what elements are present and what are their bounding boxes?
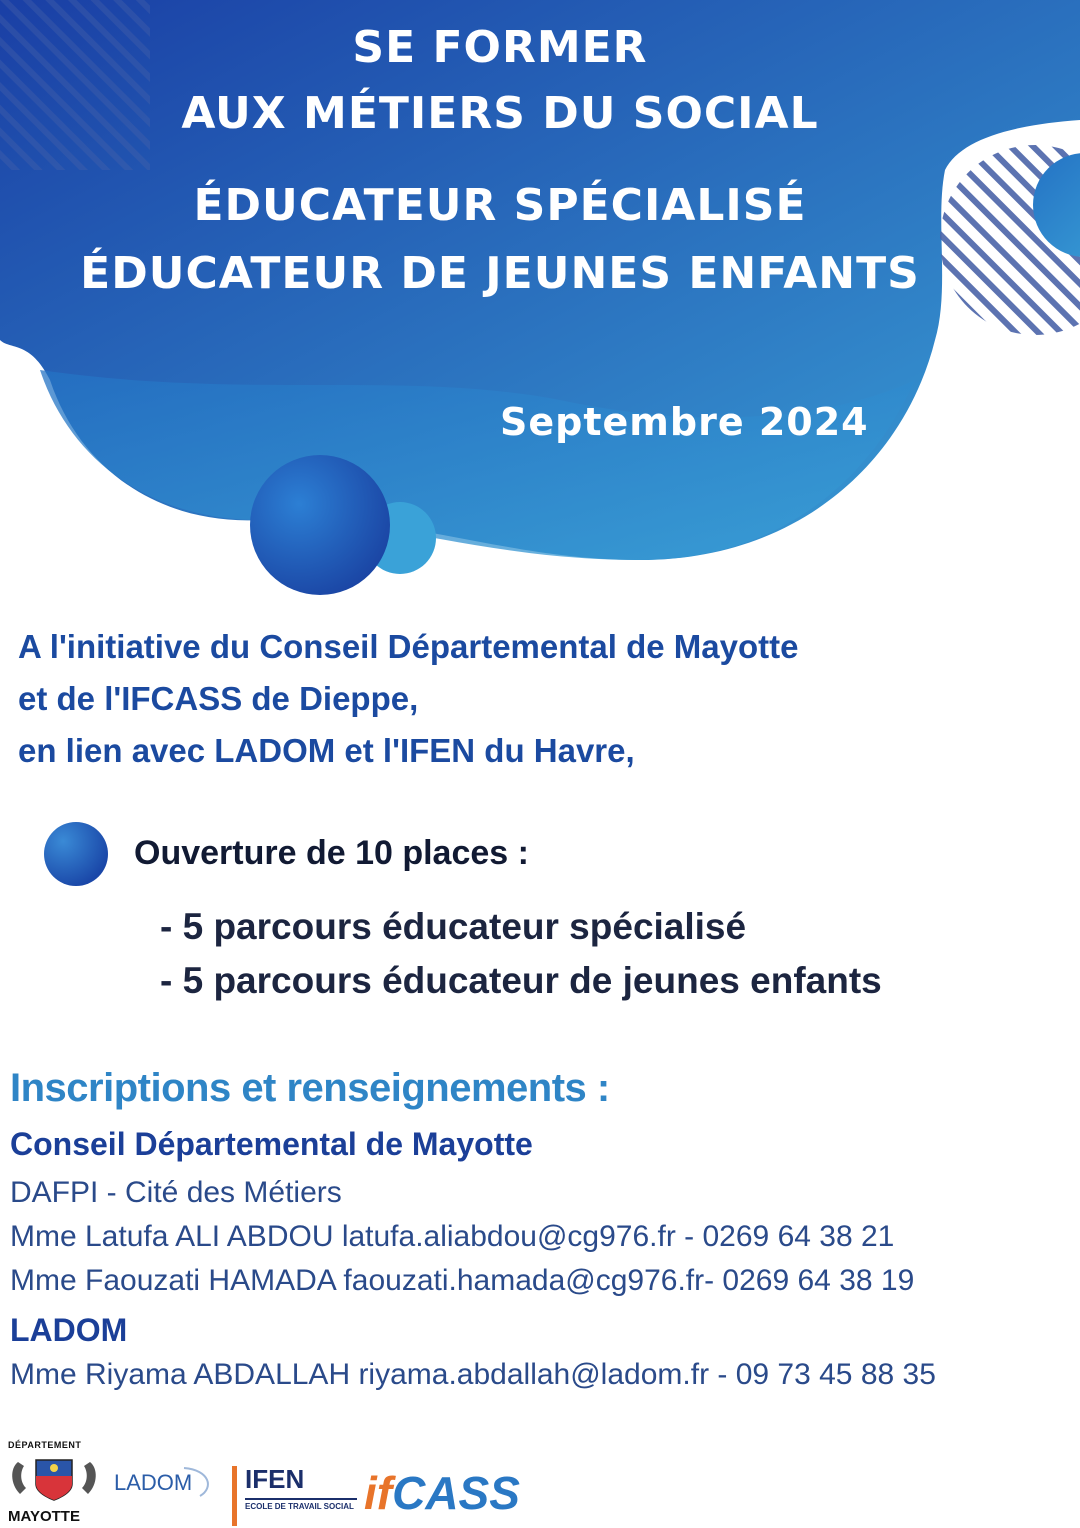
mayotte-logo-top-text: DÉPARTEMENT [8,1440,82,1450]
decor-circle-large [250,455,390,595]
registration-title: Inscriptions et renseignements : [10,1066,610,1110]
ifen-logo-subtitle: ECOLE DE TRAVAIL SOCIAL [245,1498,357,1511]
ifen-logo [232,1466,369,1526]
ladom-swoosh-icon [114,1464,214,1500]
ifcass-logo-rest: CASS [392,1467,520,1519]
mayotte-logo [8,1440,100,1526]
contact-faouzati: Mme Faouzati HAMADA faouzati.hamada@cg976.fr- 0269 64 38 19 [10,1264,915,1297]
places-heading: Ouverture de 10 places : [134,834,529,872]
mayotte-logo-bottom-text: MAYOTTE [8,1508,80,1525]
hero-title-line2: AUX MÉTIERS DU SOCIAL [181,88,819,139]
bullet-circle-icon [44,822,108,886]
intro-line: et de l'IFCASS de Dieppe, [18,680,419,717]
intro-line: en lien avec LADOM et l'IFEN du Havre, [18,732,635,769]
org-ladom: LADOM [10,1312,128,1348]
ifcass-logo-if: if [364,1467,393,1519]
hero-title-line3: ÉDUCATEUR SPÉCIALISÉ [193,180,807,231]
course-item: - 5 parcours éducateur de jeunes enfants [160,960,882,1001]
mayotte-crest-icon [8,1454,100,1504]
contact-latufa: Mme Latufa ALI ABDOU latufa.aliabdou@cg976.fr - 0269 64 38 21 [10,1220,895,1253]
intro-line: A l'initiative du Conseil Départemental de Mayotte [18,628,799,665]
ladom-logo [114,1470,192,1496]
hero-date: Septembre 2024 [500,400,869,444]
hero-title-line1: SE FORMER [352,22,648,73]
hero-title-line4: ÉDUCATEUR DE JEUNES ENFANTS [80,248,920,299]
ladom-logo-text: LADOM [114,1470,193,1495]
contact-riyama: Mme Riyama ABDALLAH riyama.abdallah@ladom.fr - 09 73 45 88 35 [10,1358,936,1391]
course-item: - 5 parcours éducateur spécialisé [160,906,747,947]
org-conseil: Conseil Départemental de Mayotte [10,1126,533,1162]
ifen-logo-text: IFEN [245,1464,305,1494]
contact-dafpi: DAFPI - Cité des Métiers [10,1176,342,1209]
ifcass-logo [364,1466,520,1520]
